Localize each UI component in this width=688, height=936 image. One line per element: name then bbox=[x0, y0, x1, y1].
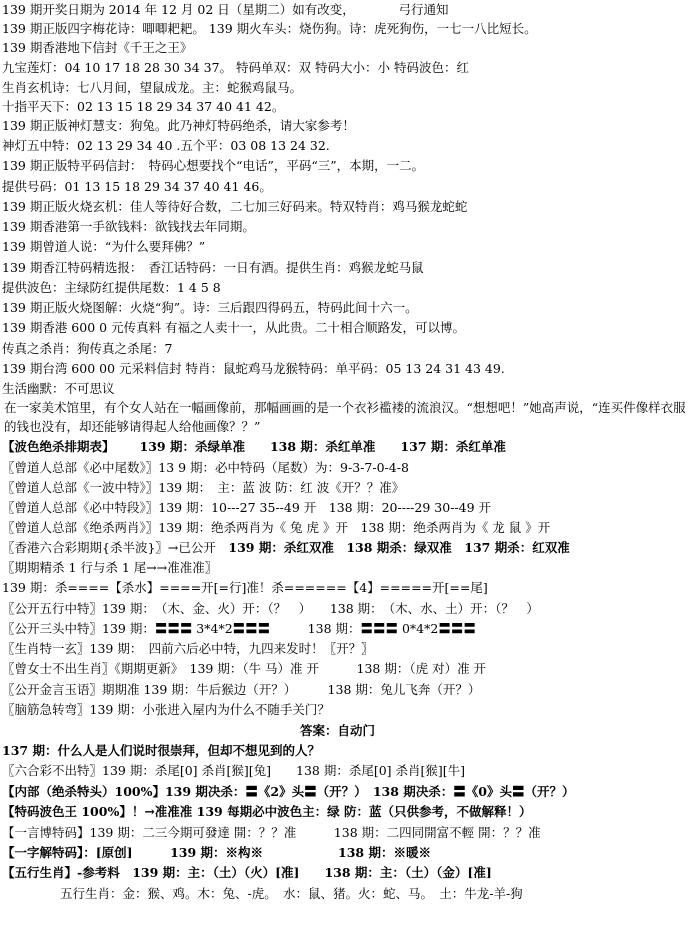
section-line: 〖六合彩不出特〗139 期：杀尾[0] 杀肖[猴][兔] 138 期：杀尾[0] 杀肖[猴][牛] bbox=[2, 763, 466, 778]
text-line: 139 期香江特码精选报： 香江话特码：一日有酒。提供生肖：鸡猴龙蛇马鼠 bbox=[2, 260, 424, 275]
section-line: 〖曾道人总部《必中特段》〗139 期：10---27 35--49 开 138 期：20----29 30--49 开 bbox=[2, 500, 492, 515]
color-kill-schedule bbox=[2, 437, 506, 457]
text-line: 提供波色：主绿防红提供尾数：1 4 5 8 bbox=[2, 280, 221, 295]
text-line: 生活幽默：不可思议 bbox=[2, 381, 115, 396]
text-line: 139 期正版火烧图解：火烧“狗”。诗：三后跟四得码五，特码此间十六一。 bbox=[2, 300, 418, 315]
text-line: 139 期香港第一手欲钱料：欲钱找去年同期。 bbox=[2, 219, 255, 234]
text-line: 神灯五中特：02 13 29 34 40 .五个平：03 08 13 24 32. bbox=[2, 138, 330, 153]
section-line: 【一字解特码】：[原创] 139 期：※构※ 138 期：※暖※ bbox=[2, 845, 431, 860]
text-line: 139 期正版特平码信封： 特码心想要找个“电话”，平码“三”，本期，一二。 bbox=[2, 158, 425, 173]
text-line: 139 期曾道人说：“为什么要拜佛？” bbox=[2, 239, 206, 254]
text-line: 九宝莲灯：04 10 17 18 28 30 34 37。 特码单双：双 特码大小：小 特码波色：红 bbox=[2, 60, 469, 75]
riddle-answer: 答案：自动门 bbox=[300, 723, 376, 738]
section-line: 【内部（绝杀特头）100%】139 期决杀：〓《2》头〓（开？） 138 期决杀：〓《0》头〓（开？） bbox=[2, 784, 575, 799]
text-line: 139 期开奖日期为 2014 年 12 月 02 日（星期二）如有改变， 弓行通知 bbox=[2, 2, 449, 17]
text-line: 139 期正版火烧玄机：佳人等待好合数，二七加三好码来。特双特肖：鸡马猴龙蛇蛇 bbox=[2, 199, 468, 214]
text-line: 传真之杀肖：狗传真之杀尾：7 bbox=[2, 341, 173, 356]
section-line: 〖脑筋急转弯〗139 期：小张进入屋内为什么不随手关门？ bbox=[2, 702, 330, 717]
section-line: 【特码波色王 100%】！→准准准 139 每期必中波色主：绿 防：蓝（只供参考，不做解释！） bbox=[2, 804, 532, 819]
text-line: 生肖玄机诗：七八月间，望鼠成龙。主：蛇猴鸡鼠马。 bbox=[2, 80, 303, 95]
joke-paragraph: 在一家美术馆里，有个女人站在一幅画像前，那幅画画的是一个衣衫褴褛的流浪汉。“想想吧！”她高声说，“连买件像样衣服的钱也没有，却还能够请得起人给他画像？？” bbox=[4, 400, 686, 434]
text-line: 提供号码：01 13 15 18 29 34 37 40 41 46。 bbox=[2, 179, 272, 194]
schedule-entry: 138 期：杀红单准 bbox=[244, 439, 376, 454]
section-line: 139 期：杀====【杀水】====开[=行]准！杀======【4】=====开[==尾] bbox=[2, 580, 488, 595]
section-line: 〖公开五行中特〗139 期： （木、金、火）开：（？ ） 138 期： （木、水、土）开：（？ ） bbox=[2, 601, 539, 616]
section-line: 【五行生肖】-参考料 139 期：主：（土）（火）[准] 138 期：主：（土）（金）[准] bbox=[2, 865, 492, 880]
five-elements-line: 五行生肖：金：猴、鸡。木：兔、-虎。 水：鼠、猪。火：蛇、马。 土：牛龙-羊-狗 bbox=[60, 886, 523, 901]
section-line: 〖曾道人总部《绝杀两肖》〗139 期：绝杀两肖为《 兔 虎 》开 138 期：绝杀两肖为《 龙 鼠 》开 bbox=[2, 520, 551, 535]
text-line: 139 期香港 600 0 元传真料 有福之人卖十一，从此贵。二十相合顺路发，可以博。 bbox=[2, 320, 466, 335]
text-line: 139 期香港地下信封《千王之王》 bbox=[2, 40, 193, 55]
section-line: 〖生肖特一玄〗139 期： 四前六后必中特，九四来发时！〖开？〗 bbox=[2, 641, 374, 656]
riddle-question: 137 期：什么人是人们说时很崇拜，但却不想见到的人？ bbox=[2, 743, 320, 758]
section-line bbox=[2, 538, 570, 558]
half-wave-label: 〖香港六合彩期期{杀半波}〗→已公开 bbox=[2, 540, 216, 555]
schedule-entry: 139 期：杀绿单准 bbox=[114, 439, 245, 454]
section-line: 〖期期精杀 1 行与杀 1 尾→→准准准〗 bbox=[2, 560, 218, 575]
schedule-title: 【波色绝杀排期表】 bbox=[2, 439, 115, 454]
section-line: 〖曾道人总部《一波中特》〗139 期： 主：蓝 波 防：红 波《开？？准》 bbox=[2, 480, 405, 495]
half-wave-results: 139 期：杀红双准 138 期杀：绿双准 137 期杀：红双准 bbox=[215, 540, 570, 555]
section-line: 〖公开金言玉语〗期期准 139 期：牛后猴边（开？） 138 期：兔儿飞奔（开？） bbox=[2, 682, 481, 697]
text-line: 139 期台湾 600 00 元采料信封 特肖：鼠蛇鸡马龙猴特码：单平码：05 13 24 31 43 49. bbox=[2, 361, 505, 376]
schedule-entry: 137 期：杀红单准 bbox=[375, 439, 506, 454]
section-line: 【一言博特码】139 期：二三今期可發達 開：？？准 138 期：二四同開富不輕 開：？？准 bbox=[2, 825, 541, 840]
section-line: 〖公开三头中特〗139 期：〓〓〓 3*4*2〓〓〓 138 期：〓〓〓 0*4*2〓〓〓 bbox=[2, 621, 476, 636]
section-line: 〖曾女士不出生肖〗《期期更新》 139 期：（牛 马）准 开 138 期：（虎 对）准 开 bbox=[2, 661, 487, 676]
text-line: 139 期正版四字梅花诗：唧唧耙耙。 139 期火车头：烧伤狗。诗：虎死狗伤，一七一八比短长。 bbox=[2, 21, 537, 36]
section-line: 〖曾道人总部《必中尾数》〗13 9 期：必中特码（尾数）为：9-3-7-0-4-8 bbox=[2, 460, 409, 475]
text-line: 139 期正版神灯慧支：狗兔。此乃神灯特码绝杀，请大家参考！ bbox=[2, 118, 355, 133]
text-line: 十指平天下：02 13 15 18 29 34 37 40 41 42。 bbox=[2, 99, 285, 114]
